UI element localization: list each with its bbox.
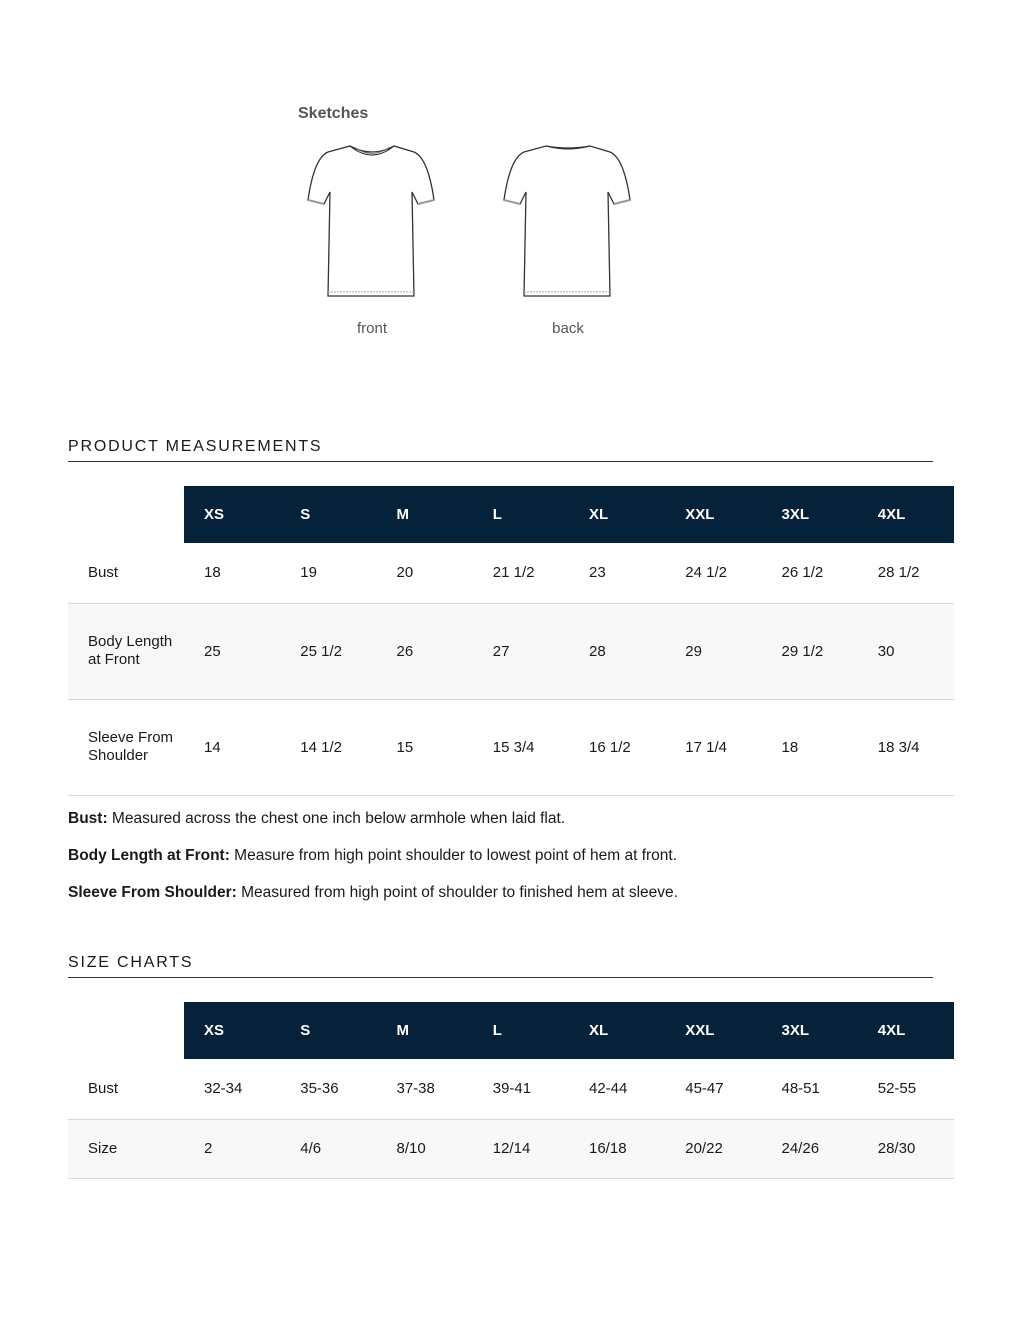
note-term: Sleeve From Shoulder: bbox=[68, 884, 237, 901]
table-cell: 30 bbox=[858, 603, 954, 699]
row-label: Sleeve From Shoulder bbox=[68, 699, 184, 795]
table-cell: 25 bbox=[184, 603, 280, 699]
table-cell: 16 1/2 bbox=[569, 699, 665, 795]
table-cell: 17 1/4 bbox=[665, 699, 761, 795]
header-corner bbox=[68, 1002, 184, 1059]
note-body-length bbox=[68, 847, 677, 865]
size-header-s: S bbox=[280, 1002, 376, 1059]
size-header-4xl: 4XL bbox=[858, 1002, 954, 1059]
size-header-row bbox=[68, 486, 954, 543]
table-cell: 15 3/4 bbox=[473, 699, 569, 795]
size-header-xl: XL bbox=[569, 1002, 665, 1059]
row-label: Body Length at Front bbox=[68, 603, 184, 699]
size-header-3xl: 3XL bbox=[762, 486, 858, 543]
row-label: Size bbox=[68, 1119, 184, 1178]
table-row bbox=[68, 543, 954, 603]
table-cell: 32-34 bbox=[184, 1059, 280, 1119]
table-row bbox=[68, 1119, 954, 1178]
table-cell: 39-41 bbox=[473, 1059, 569, 1119]
table-cell: 35-36 bbox=[280, 1059, 376, 1119]
tshirt-back-sketch bbox=[502, 140, 634, 300]
size-header-l: L bbox=[473, 1002, 569, 1059]
section-divider bbox=[68, 977, 933, 978]
table-cell: 8/10 bbox=[377, 1119, 473, 1178]
size-charts-table bbox=[68, 1002, 954, 1179]
table-row bbox=[68, 603, 954, 699]
table-cell: 25 1/2 bbox=[280, 603, 376, 699]
table-cell: 18 3/4 bbox=[858, 699, 954, 795]
table-cell: 37-38 bbox=[377, 1059, 473, 1119]
table-cell: 26 1/2 bbox=[762, 543, 858, 603]
table-cell: 28/30 bbox=[858, 1119, 954, 1178]
table-cell: 14 bbox=[184, 699, 280, 795]
size-header-xxl: XXL bbox=[665, 1002, 761, 1059]
header-corner bbox=[68, 486, 184, 543]
table-cell: 20/22 bbox=[665, 1119, 761, 1178]
table-cell: 20 bbox=[377, 543, 473, 603]
product-measurements-table bbox=[68, 486, 954, 796]
size-header-4xl: 4XL bbox=[858, 486, 954, 543]
size-header-row bbox=[68, 1002, 954, 1059]
table-cell: 24/26 bbox=[762, 1119, 858, 1178]
table-cell: 4/6 bbox=[280, 1119, 376, 1178]
size-header-xxl: XXL bbox=[665, 486, 761, 543]
table-cell: 27 bbox=[473, 603, 569, 699]
table-cell: 18 bbox=[762, 699, 858, 795]
table-row bbox=[68, 699, 954, 795]
size-charts-title: SIZE CHARTS bbox=[68, 954, 194, 971]
size-header-s: S bbox=[280, 486, 376, 543]
table-cell: 48-51 bbox=[762, 1059, 858, 1119]
sketches-title: Sketches bbox=[298, 105, 369, 122]
size-header-xs: XS bbox=[184, 1002, 280, 1059]
size-header-m: M bbox=[377, 486, 473, 543]
note-bust bbox=[68, 810, 565, 828]
table-cell: 16/18 bbox=[569, 1119, 665, 1178]
note-text: Measured from high point of shoulder to finished hem at sleeve. bbox=[236, 884, 678, 901]
section-divider bbox=[68, 461, 933, 462]
row-label: Bust bbox=[68, 1059, 184, 1119]
table-cell: 15 bbox=[377, 699, 473, 795]
table-cell: 45-47 bbox=[665, 1059, 761, 1119]
tshirt-front-sketch bbox=[306, 140, 438, 300]
table-cell: 29 bbox=[665, 603, 761, 699]
size-header-xs: XS bbox=[184, 486, 280, 543]
size-header-3xl: 3XL bbox=[762, 1002, 858, 1059]
note-text: Measure from high point shoulder to lowest point of hem at front. bbox=[229, 847, 678, 864]
table-cell: 2 bbox=[184, 1119, 280, 1178]
table-cell: 23 bbox=[569, 543, 665, 603]
note-term: Bust: bbox=[68, 810, 108, 827]
note-term: Body Length at Front: bbox=[68, 847, 230, 864]
back-caption: back bbox=[552, 320, 584, 337]
size-header-m: M bbox=[377, 1002, 473, 1059]
front-caption: front bbox=[356, 320, 387, 337]
table-cell: 14 1/2 bbox=[280, 699, 376, 795]
product-measurements-title: PRODUCT MEASUREMENTS bbox=[68, 438, 323, 455]
table-cell: 21 1/2 bbox=[473, 543, 569, 603]
table-cell: 18 bbox=[184, 543, 280, 603]
table-cell: 28 bbox=[569, 603, 665, 699]
table-row bbox=[68, 1059, 954, 1119]
note-sleeve bbox=[68, 884, 678, 902]
table-cell: 19 bbox=[280, 543, 376, 603]
size-header-xl: XL bbox=[569, 486, 665, 543]
row-label: Bust bbox=[68, 543, 184, 603]
table-cell: 29 1/2 bbox=[762, 603, 858, 699]
table-cell: 26 bbox=[377, 603, 473, 699]
table-cell: 42-44 bbox=[569, 1059, 665, 1119]
note-text: Measured across the chest one inch below armhole when laid flat. bbox=[107, 810, 566, 827]
table-cell: 28 1/2 bbox=[858, 543, 954, 603]
table-cell: 24 1/2 bbox=[665, 543, 761, 603]
size-header-l: L bbox=[473, 486, 569, 543]
table-cell: 52-55 bbox=[858, 1059, 954, 1119]
table-cell: 12/14 bbox=[473, 1119, 569, 1178]
